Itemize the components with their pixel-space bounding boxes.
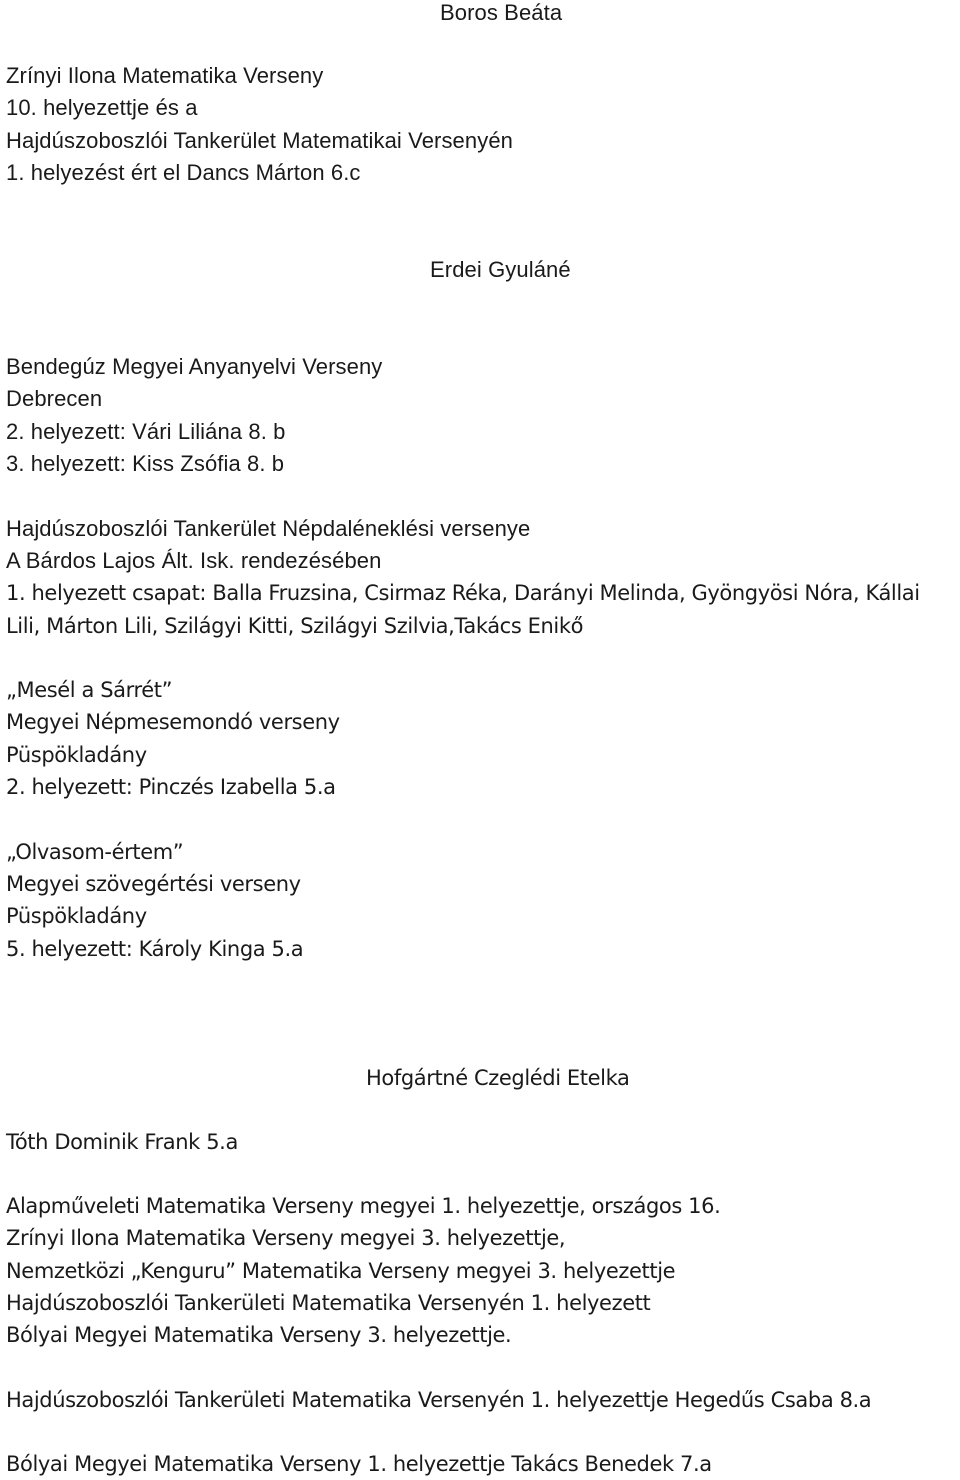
olvasom-line-4: 5. helyezett: Károly Kinga 5.a [6, 937, 304, 961]
nepdal-line-2: A Bárdos Lajos Ált. Isk. rendezésében [6, 548, 382, 573]
bendeguz-line-1: Bendegúz Megyei Anyanyelvi Verseny [6, 354, 383, 379]
student-name: Tóth Dominik Frank 5.a [6, 1130, 238, 1154]
team-line-1: 1. helyezett csapat: Balla Fruzsina, Csirmaz Réka, Darányi Melinda, Gyöngyösi Nóra, Kállai [6, 581, 920, 605]
section1-line-1: Zrínyi Ilona Matematika Verseny [6, 63, 324, 88]
bendeguz-line-4: 3. helyezett: Kiss Zsófia 8. b [6, 451, 285, 476]
author-hofgartne-czegledi-etelka: Hofgártné Czeglédi Etelka [366, 1066, 630, 1090]
result-line-2: Zrínyi Ilona Matematika Verseny megyei 3. helyezettje, [6, 1226, 566, 1250]
bendeguz-line-3: 2. helyezett: Vári Liliána 8. b [6, 419, 286, 444]
result-line-1: Alapműveleti Matematika Verseny megyei 1. helyezettje, országos 16. [6, 1194, 721, 1218]
extra-result-1: Hajdúszoboszlói Tankerületi Matematika Versenyén 1. helyezettje Hegedűs Csaba 8.a [6, 1388, 872, 1412]
team-line-2: Lili, Márton Lili, Szilágyi Kitti, Szilágyi Szilvia,Takács Enikő [6, 614, 584, 638]
section1-line-3: Hajdúszoboszlói Tankerület Matematikai Versenyén [6, 128, 513, 153]
nepdal-line-1: Hajdúszoboszlói Tankerület Népdaléneklési versenye [6, 516, 531, 541]
section1-line-2: 10. helyezettje és a [6, 95, 198, 120]
result-line-5: Bólyai Megyei Matematika Verseny 3. helyezettje. [6, 1323, 512, 1347]
olvasom-line-3: Püspökladány [6, 904, 147, 928]
olvasom-line-2: Megyei szövegértési verseny [6, 872, 301, 896]
author-erdei-gyulane: Erdei Gyuláné [430, 257, 571, 282]
result-line-3: Nemzetközi „Kenguru” Matematika Verseny megyei 3. helyezettje [6, 1259, 676, 1283]
author-boros-beata: Boros Beáta [440, 0, 563, 25]
extra-result-2: Bólyai Megyei Matematika Verseny 1. helyezettje Takács Benedek 7.a [6, 1452, 712, 1476]
mesel-line-3: Püspökladány [6, 743, 147, 767]
mesel-line-1: „Mesél a Sárrét” [6, 678, 173, 702]
mesel-line-2: Megyei Népmesemondó verseny [6, 710, 340, 734]
bendeguz-line-2: Debrecen [6, 386, 103, 411]
olvasom-line-1: „Olvasom-értem” [6, 840, 184, 864]
mesel-line-4: 2. helyezett: Pinczés Izabella 5.a [6, 775, 336, 799]
result-line-4: Hajdúszoboszlói Tankerületi Matematika Versenyén 1. helyezett [6, 1291, 651, 1315]
section1-line-4: 1. helyezést ért el Dancs Márton 6.c [6, 160, 361, 185]
